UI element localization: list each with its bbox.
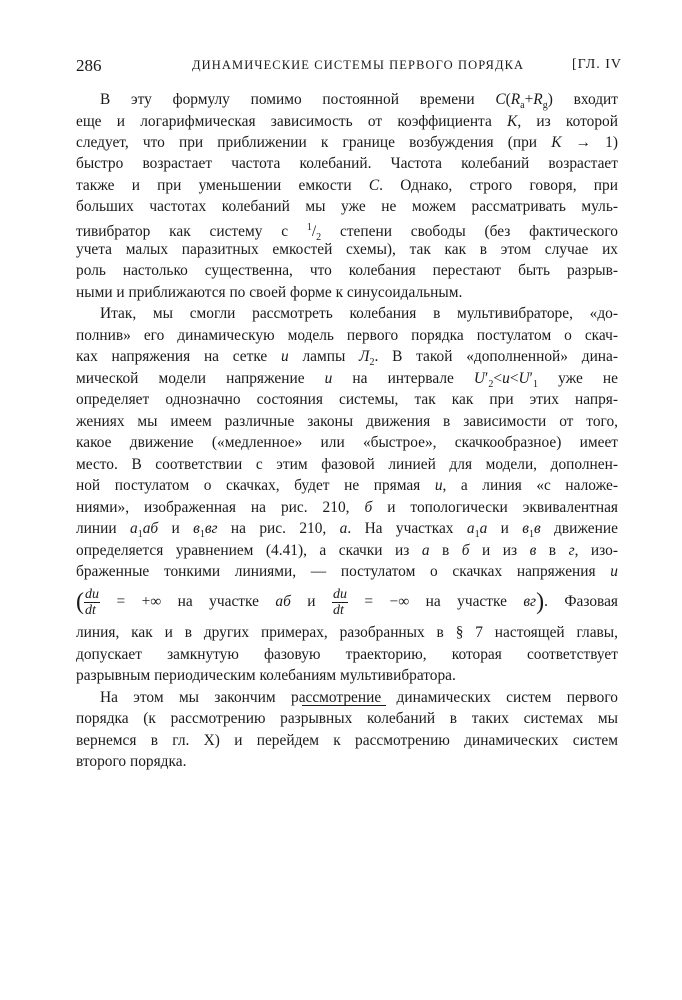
p2-line-2: полнив» его динамическую модель первого порядка постулатом о скач- — [76, 327, 618, 344]
p1-line-8: учета малых паразитных емкостей схемы), так как в этом случае их — [76, 241, 618, 258]
p1-line-6: больших частотах колебаний мы уже не можем рассматривать муль- — [76, 198, 618, 215]
page-number: 286 — [76, 56, 102, 75]
p2-line-12: определяется уравнением (4.41), а скачки из a в б и из в в г, изо- — [76, 542, 618, 559]
chapter-label: [ГЛ. IV — [572, 57, 622, 72]
p1-line-5: также и при уменьшении емкости C. Однако, строго говоря, при — [76, 177, 618, 194]
p3-line-2: порядка (к рассмотрению разрывных колебаний в таких системах мы — [76, 710, 618, 727]
p2-line-14-equation: ( $\frac{du}{dt}$ = +∞ на участке aб и $\frac{du}{dt}$ = −∞ на участке вг). Фазовая — [76, 586, 619, 618]
p2-line-11: линии $a_1aб$ и $в_1вг$ на рис. 210, a. На участках $a_1a$ и $в_1в$ движение — [76, 520, 618, 541]
section-end-rule — [302, 705, 386, 706]
p2-line-15: линия, как и в других примерах, разобранных в § 7 настоящей главы, — [76, 624, 618, 641]
p2-line-6: жениях мы имеем различные законы движения в зависимости от того, — [76, 413, 618, 430]
p1-line-1: В эту формулу помимо постоянной времени $C(R_a+R_g)$ входит — [100, 91, 618, 112]
fraction-du-dt-1: $\frac{du}{dt}$ — [85, 586, 99, 618]
p1-line-9: роль настолько существенна, что колебания перестают быть разрыв- — [76, 262, 618, 279]
p1-line-2: еще и логарифмическая зависимость от коэффициента K, из которой — [76, 113, 618, 130]
p2-line-7: какое движение («медленное» или «быстрое», скачкообразное) имеет — [76, 434, 618, 451]
p1-line-3: следует, что при приближении к границе возбуждения (при K → 1) — [76, 134, 618, 151]
p2-line-5: определяет однозначно состояния системы, так как при этих напря- — [76, 391, 618, 408]
p1-line-4: быстро возрастает частота колебаний. Частота колебаний возрастает — [76, 155, 618, 172]
p2-line-4: мической модели напряжение u на интервале $U'_2<u<U'_1$ уже не — [76, 370, 618, 391]
p3-line-4: второго порядка. — [76, 753, 187, 770]
p1-line-10: ными и приближаются по своей форме к синусоидальным. — [76, 284, 463, 301]
p2-line-16: допускает замкнутую фазовую траекторию, которая соответствует — [76, 646, 618, 663]
p2-line-13: браженные тонкими линиями, — постулатом о скачках напряжения u — [76, 563, 618, 580]
fraction-du-dt-2: $\frac{du}{dt}$ — [332, 586, 347, 618]
p1-line-7: тивибратор как систему с $^1/_2$ степени свободы (без фактического — [76, 222, 619, 244]
p2-line-17: разрывным периодическим колебаниям мультивибратора. — [76, 667, 456, 684]
p2-line-1: Итак, мы смогли рассмотреть колебания в мультивибраторе, «до- — [100, 305, 618, 322]
p2-line-10: ниями», изображенная на рис. 210, б и топологически эквивалентная — [76, 499, 619, 516]
running-title: ДИНАМИЧЕСКИЕ СИСТЕМЫ ПЕРВОГО ПОРЯДКА — [192, 58, 525, 72]
p2-line-3: ках напряжения на сетке u лампы $Л_2$. В такой «дополненной» дина- — [76, 348, 618, 369]
p2-line-9: ной постулатом о скачках, будет не прямая u, а линия «с наложе- — [76, 477, 618, 494]
p2-line-8: место. В соответствии с этим фазовой линией для модели, дополнен- — [76, 456, 618, 473]
p3-line-3: вернемся в гл. X) и перейдем к рассмотрению динамических систем — [76, 732, 618, 749]
running-header — [76, 56, 622, 76]
p3-line-1: На этом мы закончим рассмотрение динамических систем первого — [100, 689, 618, 706]
